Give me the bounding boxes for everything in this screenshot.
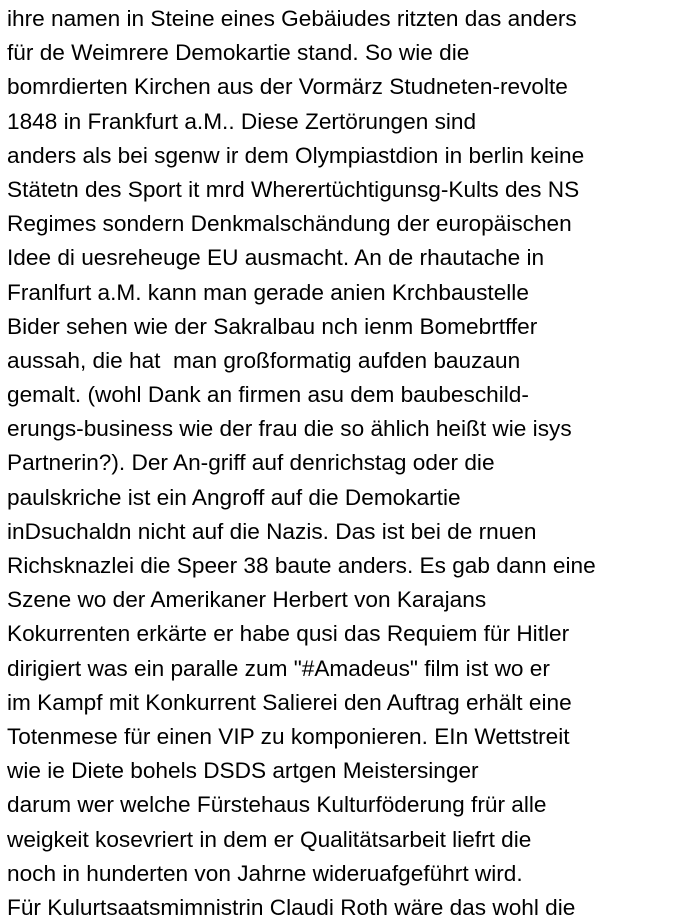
text-line: Franlfurt a.M. kann man gerade anien Krchbaustelle — [7, 279, 529, 305]
text-line: gemalt. (wohl Dank an firmen asu dem baubeschild- — [7, 382, 529, 408]
text-line: erungs-business wie der frau die so ählich heißt wie isys — [7, 416, 572, 442]
text-line: Regimes sondern Denkmalschändung der europäischen — [7, 211, 572, 237]
text-line: bomrdierten Kirchen aus der Vormärz Studneten-revolte — [7, 74, 568, 100]
text-line: für de Weimrere Demokartie stand. So wie die — [7, 40, 470, 66]
text-line: 1848 in Frankfurt a.M.. Diese Zertörungen sind — [7, 108, 477, 134]
text-line: paulskriche ist ein Angroff auf die Demokartie — [7, 484, 461, 510]
text-line: im Kampf mit Konkurrent Salierei den Auftrag erhält eine — [7, 689, 572, 715]
text-line: Stätetn des Sport it mrd Wherertüchtigunsg-Kults des NS — [7, 176, 580, 202]
text-line: Für Kulurtsaatsmimnistrin Claudi Roth wäre das wohl die — [7, 894, 576, 920]
text-line: Kokurrenten erkärte er habe qusi das Requiem für Hitler — [7, 621, 570, 647]
document-text — [7, 2, 684, 920]
text-line: aussah, die hat man großformatig aufden bauzaun — [7, 347, 521, 373]
text-line: Richsknazlei die Speer 38 baute anders. Es gab dann eine — [7, 553, 596, 578]
text-line: dirigiert was ein paralle zum "#Amadeus" film ist wo er — [7, 655, 550, 681]
text-line: Partnerin?). Der An-griff auf denrichstag oder die — [7, 450, 495, 476]
text-line: inDsuchaldn nicht auf die Nazis. Das ist bei de rnuen — [7, 518, 537, 544]
text-line: Idee di uesreheuge EU ausmacht. An de rhautache in — [7, 245, 545, 271]
text-line: Szene wo der Amerikaner Herbert von Karajans — [7, 587, 487, 613]
text-line: Bider sehen wie der Sakralbau nch ienm Bomebrtffer — [7, 313, 538, 339]
text-line: weigkeit kosevriert in dem er Qualitätsarbeit liefrt die — [7, 826, 532, 852]
text-line: ihre namen in Steine eines Gebäiudes ritzten das anders — [7, 6, 577, 31]
text-line: noch in hunderten von Jahrne wideruafgeführt wird. — [7, 860, 523, 886]
text-line: wie ie Diete bohels DSDS artgen Meistersinger — [7, 758, 479, 784]
text-line: darum wer welche Fürstehaus Kulturföderung frür alle — [7, 792, 547, 818]
text-line: Totenmese für einen VIP zu komponieren. EIn Wettstreit — [7, 723, 570, 749]
text-line: anders als bei sgenw ir dem Olympiastdion in berlin keine — [7, 142, 585, 168]
